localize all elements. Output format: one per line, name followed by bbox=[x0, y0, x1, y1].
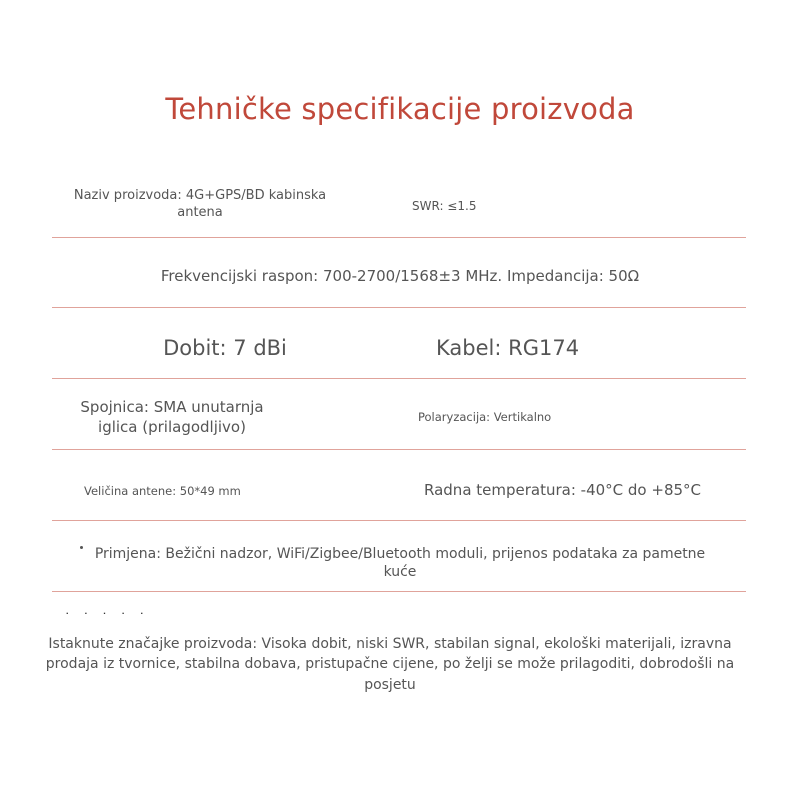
frequency-impedance-spec: Frekvencijski raspon: 700-2700/1568±3 MHz. Impedancija: 50Ω bbox=[160, 267, 640, 285]
bullet-dot-icon bbox=[80, 546, 83, 549]
swr-spec: SWR: ≤1.5 bbox=[412, 199, 477, 213]
polarization-spec: Polaryzacija: Vertikalno bbox=[418, 410, 552, 424]
gain-spec: Dobit: 7 dBi bbox=[163, 336, 287, 360]
divider-3 bbox=[52, 378, 746, 379]
divider-1 bbox=[52, 237, 746, 238]
divider-2 bbox=[52, 307, 746, 308]
product-name-spec: Naziv proizvoda: 4G+GPS/BD kabinska antena bbox=[73, 188, 327, 220]
divider-5 bbox=[52, 520, 746, 521]
cable-spec: Kabel: RG174 bbox=[436, 336, 580, 360]
operating-temperature-spec: Radna temperatura: -40°C do +85°C bbox=[424, 481, 702, 499]
antenna-size-spec: Veličina antene: 50*49 mm bbox=[84, 484, 241, 498]
connector-spec: Spojnica: SMA unutarnja iglica (prilagodljivo) bbox=[80, 398, 264, 436]
divider-6 bbox=[52, 591, 746, 592]
divider-4 bbox=[52, 449, 746, 450]
application-spec: Primjena: Bežični nadzor, WiFi/Zigbee/Bluetooth moduli, prijenos podataka za pametne kuće bbox=[94, 546, 706, 581]
product-highlights: Istaknute značajke proizvoda: Visoka dobit, niski SWR, stabilan signal, ekološki materijali, izravna prodaja iz tvornice, stabilna dobava, pristupačne cijene, po želji se može prilagoditi, dobrodošli na posjetu bbox=[45, 636, 735, 693]
page-title: Tehničke specifikacije proizvoda bbox=[165, 92, 635, 126]
faded-glyphs-decoration: ˙ ˙ ˙ ˙ ˙ bbox=[64, 612, 150, 627]
